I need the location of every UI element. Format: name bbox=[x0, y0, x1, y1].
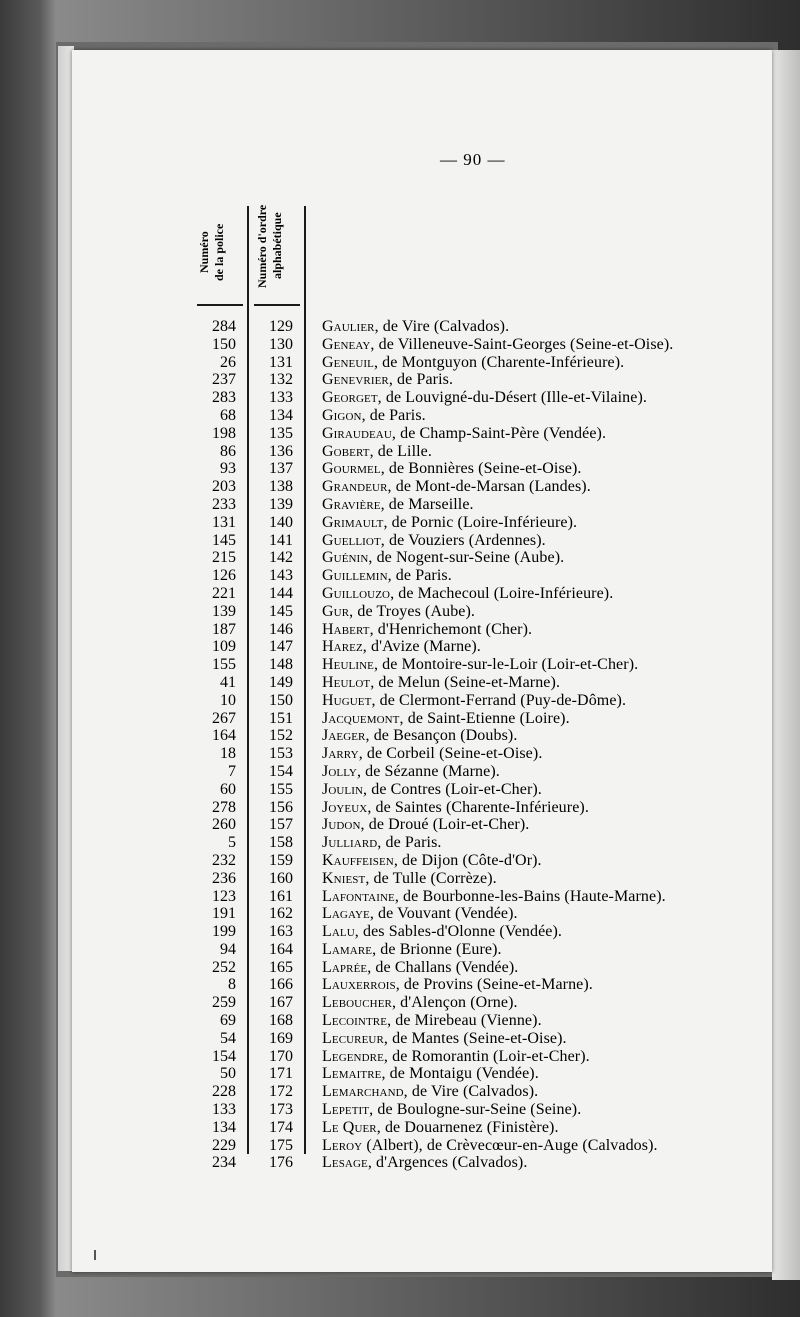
police-number: 284 bbox=[212, 318, 236, 335]
entry-text bbox=[322, 941, 502, 959]
police-number: 191 bbox=[212, 905, 236, 923]
surname: Lesage bbox=[322, 1154, 368, 1172]
order-number: 161 bbox=[269, 887, 293, 905]
origin: , de Mont-de-Marsan (Landes). bbox=[387, 478, 591, 496]
origin: , de Villeneuve-Saint-Georges (Seine-et-Oise). bbox=[370, 335, 674, 353]
order-number: 147 bbox=[269, 638, 293, 656]
table-row bbox=[0, 425, 800, 443]
surname: Joyeux bbox=[322, 798, 368, 816]
table-row bbox=[0, 888, 800, 906]
origin: , de Contres (Loir-et-Cher). bbox=[363, 780, 542, 798]
entry-text bbox=[322, 834, 442, 852]
table-row bbox=[0, 1065, 800, 1083]
table-row bbox=[0, 656, 800, 674]
table-row bbox=[0, 443, 800, 461]
order-number: 166 bbox=[269, 976, 293, 994]
police-number: 68 bbox=[220, 406, 236, 424]
entry-text bbox=[322, 549, 564, 567]
police-number: 199 bbox=[212, 923, 236, 941]
entry-text bbox=[322, 336, 673, 354]
entry-text bbox=[322, 888, 666, 906]
origin: , de Melun (Seine-et-Marne). bbox=[370, 673, 561, 691]
entry-text bbox=[322, 407, 426, 425]
origin: , de Brionne (Eure). bbox=[372, 940, 502, 958]
origin: , d'Alençon (Orne). bbox=[391, 994, 518, 1012]
origin: , de Droué (Loir-et-Cher). bbox=[360, 816, 530, 834]
police-number: 221 bbox=[212, 584, 236, 602]
order-number: 150 bbox=[269, 691, 293, 709]
order-number: 133 bbox=[269, 389, 293, 407]
surname: Gravière bbox=[322, 495, 381, 513]
order-number: 159 bbox=[269, 851, 293, 869]
police-number: 109 bbox=[212, 638, 236, 656]
origin: , de Nogent-sur-Seine (Aube). bbox=[368, 549, 565, 567]
entry-text bbox=[322, 959, 518, 977]
police-number: 154 bbox=[212, 1047, 236, 1065]
table-row bbox=[0, 1048, 800, 1066]
surname: Jolly bbox=[322, 762, 357, 780]
order-number: 156 bbox=[269, 798, 293, 816]
police-number: 139 bbox=[212, 602, 236, 620]
surname: Huguet bbox=[322, 691, 372, 709]
header-order-number bbox=[255, 200, 285, 292]
order-number: 175 bbox=[269, 1136, 293, 1154]
entry-text bbox=[322, 1030, 567, 1048]
entry-text bbox=[322, 1154, 527, 1172]
order-number: 172 bbox=[269, 1083, 293, 1101]
table-row bbox=[0, 1030, 800, 1048]
origin: , de Douarnenez (Finistère). bbox=[376, 1118, 559, 1136]
police-number: 203 bbox=[212, 478, 236, 496]
table-row bbox=[0, 1012, 800, 1030]
order-number: 135 bbox=[269, 424, 293, 442]
surname: Julliard bbox=[322, 834, 378, 852]
order-number: 171 bbox=[269, 1065, 293, 1083]
order-number: 129 bbox=[269, 318, 293, 335]
table-row bbox=[0, 852, 800, 870]
order-number: 164 bbox=[269, 940, 293, 958]
origin: , des Sables-d'Olonne (Vendée). bbox=[354, 923, 563, 941]
police-number: 252 bbox=[212, 958, 236, 976]
surname: Guelliot bbox=[322, 531, 381, 549]
police-number: 260 bbox=[212, 816, 236, 834]
police-number: 259 bbox=[212, 994, 236, 1012]
surname: Lagaye bbox=[322, 905, 370, 923]
surname: Lalu bbox=[322, 923, 355, 941]
police-number: 233 bbox=[212, 495, 236, 513]
order-number: 134 bbox=[269, 406, 293, 424]
entry-text bbox=[322, 905, 518, 923]
surname: Harez bbox=[322, 638, 363, 656]
police-number: 18 bbox=[220, 745, 236, 763]
table-row bbox=[0, 692, 800, 710]
police-number: 133 bbox=[212, 1101, 236, 1119]
entry-text bbox=[322, 478, 591, 496]
order-number: 153 bbox=[269, 745, 293, 763]
table-row bbox=[0, 941, 800, 959]
origin: , de Boulogne-sur-Seine (Seine). bbox=[369, 1101, 582, 1119]
header-order-line-2: alphabétique bbox=[270, 212, 284, 280]
origin: , de Saintes (Charente-Inférieure). bbox=[367, 798, 589, 816]
police-number: 134 bbox=[212, 1118, 236, 1136]
entry-text bbox=[322, 371, 453, 389]
police-number: 50 bbox=[220, 1065, 236, 1083]
order-number: 173 bbox=[269, 1101, 293, 1119]
entry-text bbox=[322, 852, 542, 870]
surname: Grimault bbox=[322, 513, 384, 531]
surname: Le Quer bbox=[322, 1118, 377, 1136]
surname: Gaulier bbox=[322, 318, 375, 335]
surname: Lemarchand bbox=[322, 1083, 404, 1101]
table-row bbox=[0, 1119, 800, 1137]
police-number: 283 bbox=[212, 389, 236, 407]
order-number: 130 bbox=[269, 335, 293, 353]
order-number: 136 bbox=[269, 442, 293, 460]
surname: Leroy bbox=[322, 1136, 363, 1154]
order-number: 132 bbox=[269, 371, 293, 389]
order-number: 144 bbox=[269, 584, 293, 602]
table-row bbox=[0, 407, 800, 425]
police-number: 232 bbox=[212, 851, 236, 869]
table-row bbox=[0, 318, 800, 336]
entry-text bbox=[322, 621, 532, 639]
entry-text bbox=[322, 514, 577, 532]
origin: , de Montguyon (Charente-Inférieure). bbox=[373, 353, 625, 371]
table-row bbox=[0, 674, 800, 692]
surname: Gur bbox=[322, 602, 350, 620]
origin: , de Troyes (Aube). bbox=[349, 602, 476, 620]
order-number: 143 bbox=[269, 567, 293, 585]
order-number: 170 bbox=[269, 1047, 293, 1065]
origin: , de Romorantin (Loir-et-Cher). bbox=[383, 1047, 590, 1065]
entry-text bbox=[322, 1048, 590, 1066]
table-row bbox=[0, 621, 800, 639]
origin: , de Provins (Seine-et-Marne). bbox=[395, 976, 593, 994]
entry-text bbox=[322, 532, 546, 550]
table-row bbox=[0, 389, 800, 407]
police-number: 187 bbox=[212, 620, 236, 638]
entry-text bbox=[322, 727, 517, 745]
surname: Jarry bbox=[322, 745, 359, 763]
police-number: 8 bbox=[228, 976, 236, 994]
origin: , de Vire (Calvados). bbox=[403, 1083, 539, 1101]
entry-text bbox=[322, 1012, 542, 1030]
register-table bbox=[0, 318, 800, 1172]
surname: Geneuil bbox=[322, 353, 374, 371]
police-number: 228 bbox=[212, 1083, 236, 1101]
origin: , de Challans (Vendée). bbox=[367, 958, 519, 976]
entry-text bbox=[322, 638, 481, 656]
surname: Gigon bbox=[322, 406, 362, 424]
table-row bbox=[0, 336, 800, 354]
origin: , de Vouvant (Vendée). bbox=[369, 905, 518, 923]
surname: Lamare bbox=[322, 940, 373, 958]
order-number: 165 bbox=[269, 958, 293, 976]
origin: , de Paris. bbox=[388, 371, 454, 389]
origin: , de Champ-Saint-Père (Vendée). bbox=[391, 424, 607, 442]
table-row bbox=[0, 870, 800, 888]
entry-text bbox=[322, 816, 529, 834]
police-number: 164 bbox=[212, 727, 236, 745]
table-row bbox=[0, 710, 800, 728]
origin: , de Marseille. bbox=[380, 495, 474, 513]
surname: Jaeger bbox=[322, 727, 366, 745]
police-number: 278 bbox=[212, 798, 236, 816]
police-number: 86 bbox=[220, 442, 236, 460]
surname: Guillouzo bbox=[322, 584, 391, 602]
police-number: 7 bbox=[228, 762, 236, 780]
table-row bbox=[0, 460, 800, 478]
entry-text bbox=[322, 443, 432, 461]
table-row bbox=[0, 834, 800, 852]
table-row bbox=[0, 781, 800, 799]
order-number: 160 bbox=[269, 869, 293, 887]
police-number: 41 bbox=[220, 673, 236, 691]
entry-text bbox=[322, 496, 474, 514]
police-number: 237 bbox=[212, 371, 236, 389]
entry-text bbox=[322, 1119, 559, 1137]
origin: (Albert), de Crèvecœur-en-Auge (Calvados). bbox=[362, 1136, 658, 1154]
surname: Laprée bbox=[322, 958, 368, 976]
origin: , d'Argences (Calvados). bbox=[367, 1154, 528, 1172]
police-number: 94 bbox=[220, 940, 236, 958]
police-number: 10 bbox=[220, 691, 236, 709]
table-row bbox=[0, 745, 800, 763]
order-number: 152 bbox=[269, 727, 293, 745]
entry-text bbox=[322, 585, 613, 603]
order-number: 174 bbox=[269, 1118, 293, 1136]
surname: Grandeur bbox=[322, 478, 388, 496]
entry-text bbox=[322, 763, 500, 781]
surname: Lemaitre bbox=[322, 1065, 382, 1083]
table-row bbox=[0, 799, 800, 817]
table-row bbox=[0, 567, 800, 585]
order-number: 157 bbox=[269, 816, 293, 834]
surname: Kniest bbox=[322, 869, 366, 887]
surname: Giraudeau bbox=[322, 424, 392, 442]
origin: , de Machecoul (Loire-Inférieure). bbox=[390, 584, 614, 602]
surname: Georget bbox=[322, 389, 378, 407]
surname: Guillemin bbox=[322, 567, 388, 585]
table-row bbox=[0, 532, 800, 550]
surname: Lepetit bbox=[322, 1101, 370, 1119]
entry-text bbox=[322, 745, 542, 763]
surname: Gobert bbox=[322, 442, 370, 460]
entry-text bbox=[322, 923, 562, 941]
entry-text bbox=[322, 1101, 581, 1119]
entry-text bbox=[322, 318, 509, 336]
surname: Lecureur bbox=[322, 1029, 384, 1047]
header-rule-middle bbox=[254, 304, 300, 306]
surname: Leboucher bbox=[322, 994, 392, 1012]
surname: Geneay bbox=[322, 335, 371, 353]
origin: , de Saint-Etienne (Loire). bbox=[399, 709, 570, 727]
police-number: 60 bbox=[220, 780, 236, 798]
origin: , de Paris. bbox=[377, 834, 442, 852]
police-number: 150 bbox=[212, 335, 236, 353]
surname: Jacquemont bbox=[322, 709, 400, 727]
table-row bbox=[0, 478, 800, 496]
entry-text bbox=[322, 781, 542, 799]
police-number: 236 bbox=[212, 869, 236, 887]
origin: , de Corbeil (Seine-et-Oise). bbox=[358, 745, 543, 763]
order-number: 163 bbox=[269, 923, 293, 941]
order-number: 142 bbox=[269, 549, 293, 567]
police-number: 131 bbox=[212, 513, 236, 531]
origin: , de Vouziers (Ardennes). bbox=[380, 531, 546, 549]
origin: , de Mirebeau (Vienne). bbox=[387, 1012, 542, 1030]
header-order-line-1: Numéro d'ordre bbox=[255, 204, 269, 288]
table-row bbox=[0, 727, 800, 745]
entry-text bbox=[322, 692, 626, 710]
table-row bbox=[0, 514, 800, 532]
order-number: 141 bbox=[269, 531, 293, 549]
origin: , de Paris. bbox=[387, 567, 452, 585]
header-rule-left bbox=[197, 304, 243, 306]
police-number: 155 bbox=[212, 656, 236, 674]
entry-text bbox=[322, 994, 518, 1012]
entry-text bbox=[322, 870, 497, 888]
order-number: 167 bbox=[269, 994, 293, 1012]
entry-text bbox=[322, 674, 560, 692]
entry-text bbox=[322, 710, 570, 728]
police-number: 267 bbox=[212, 709, 236, 727]
police-number: 145 bbox=[212, 531, 236, 549]
order-number: 162 bbox=[269, 905, 293, 923]
surname: Judon bbox=[322, 816, 361, 834]
entry-text bbox=[322, 656, 638, 674]
origin: , de Louvigné-du-Désert (Ille-et-Vilaine). bbox=[377, 389, 647, 407]
order-number: 137 bbox=[269, 460, 293, 478]
entry-text bbox=[322, 389, 647, 407]
origin: , d'Henrichemont (Cher). bbox=[369, 620, 533, 638]
order-number: 169 bbox=[269, 1029, 293, 1047]
police-number: 229 bbox=[212, 1136, 236, 1154]
origin: , de Montoire-sur-le-Loir (Loir-et-Cher). bbox=[373, 656, 639, 674]
order-number: 140 bbox=[269, 513, 293, 531]
police-number: 26 bbox=[220, 353, 236, 371]
police-number: 215 bbox=[212, 549, 236, 567]
origin: , de Sézanne (Marne). bbox=[356, 762, 500, 780]
entry-text bbox=[322, 354, 624, 372]
table-row bbox=[0, 763, 800, 781]
table-row bbox=[0, 1137, 800, 1155]
origin: , de Vire (Calvados). bbox=[374, 318, 510, 335]
order-number: 176 bbox=[269, 1154, 293, 1172]
surname: Guénin bbox=[322, 549, 369, 567]
order-number: 154 bbox=[269, 762, 293, 780]
surname: Habert bbox=[322, 620, 370, 638]
origin: , de Tulle (Corrèze). bbox=[365, 869, 497, 887]
table-row bbox=[0, 585, 800, 603]
order-number: 138 bbox=[269, 478, 293, 496]
order-number: 148 bbox=[269, 656, 293, 674]
entry-text bbox=[322, 1137, 658, 1155]
order-number: 168 bbox=[269, 1012, 293, 1030]
origin: , de Lille. bbox=[369, 442, 432, 460]
origin: , de Bourbonne-les-Bains (Haute-Marne). bbox=[394, 887, 666, 905]
police-number: 54 bbox=[220, 1029, 236, 1047]
table-row bbox=[0, 549, 800, 567]
surname: Heulot bbox=[322, 673, 371, 691]
surname: Heuline bbox=[322, 656, 374, 674]
table-row bbox=[0, 976, 800, 994]
table-row bbox=[0, 496, 800, 514]
order-number: 131 bbox=[269, 353, 293, 371]
surname: Joulin bbox=[322, 780, 364, 798]
table-row bbox=[0, 923, 800, 941]
table-row bbox=[0, 994, 800, 1012]
origin: , de Montaigu (Vendée). bbox=[381, 1065, 539, 1083]
entry-text bbox=[322, 976, 593, 994]
header-police-number bbox=[197, 213, 227, 291]
table-row bbox=[0, 638, 800, 656]
police-number: 5 bbox=[228, 834, 236, 852]
police-number: 69 bbox=[220, 1012, 236, 1030]
table-row bbox=[0, 371, 800, 389]
table-row bbox=[0, 1083, 800, 1101]
police-number: 234 bbox=[212, 1154, 236, 1172]
order-number: 155 bbox=[269, 780, 293, 798]
entry-text bbox=[322, 425, 606, 443]
order-number: 151 bbox=[269, 709, 293, 727]
header-police-line-1: Numéro bbox=[197, 231, 211, 273]
entry-text bbox=[322, 460, 582, 478]
table-row bbox=[0, 354, 800, 372]
surname: Gourmel bbox=[322, 460, 381, 478]
entry-text bbox=[322, 1083, 538, 1101]
table-row bbox=[0, 816, 800, 834]
origin: , de Pornic (Loire-Inférieure). bbox=[383, 513, 578, 531]
header-police-line-2: de la police bbox=[212, 223, 226, 281]
origin: , de Besançon (Doubs). bbox=[365, 727, 518, 745]
surname: Lauxerrois bbox=[322, 976, 396, 994]
table-row bbox=[0, 905, 800, 923]
origin: , d'Avize (Marne). bbox=[362, 638, 481, 656]
origin: , de Paris. bbox=[361, 406, 426, 424]
page-number: — 90 — bbox=[440, 150, 506, 169]
surname: Lecointre bbox=[322, 1012, 388, 1030]
margin-mark bbox=[94, 1250, 96, 1260]
surname: Legendre bbox=[322, 1047, 384, 1065]
order-number: 139 bbox=[269, 495, 293, 513]
police-number: 126 bbox=[212, 567, 236, 585]
police-number: 123 bbox=[212, 887, 236, 905]
entry-text bbox=[322, 603, 475, 621]
origin: , de Mantes (Seine-et-Oise). bbox=[383, 1029, 567, 1047]
origin: , de Clermont-Ferrand (Puy-de-Dôme). bbox=[371, 691, 627, 709]
police-number: 198 bbox=[212, 424, 236, 442]
order-number: 158 bbox=[269, 834, 293, 852]
entry-text bbox=[322, 1065, 539, 1083]
surname: Genevrier bbox=[322, 371, 389, 389]
table-row bbox=[0, 959, 800, 977]
order-number: 145 bbox=[269, 602, 293, 620]
entry-text bbox=[322, 567, 452, 585]
table-row bbox=[0, 603, 800, 621]
order-number: 146 bbox=[269, 620, 293, 638]
police-number: 93 bbox=[220, 460, 236, 478]
surname: Kauffeisen bbox=[322, 851, 394, 869]
origin: , de Bonnières (Seine-et-Oise). bbox=[380, 460, 582, 478]
entry-text bbox=[322, 799, 589, 817]
order-number: 149 bbox=[269, 673, 293, 691]
table-row bbox=[0, 1101, 800, 1119]
origin: , de Dijon (Côte-d'Or). bbox=[393, 851, 542, 869]
surname: Lafontaine bbox=[322, 887, 395, 905]
table-row bbox=[0, 1154, 800, 1172]
